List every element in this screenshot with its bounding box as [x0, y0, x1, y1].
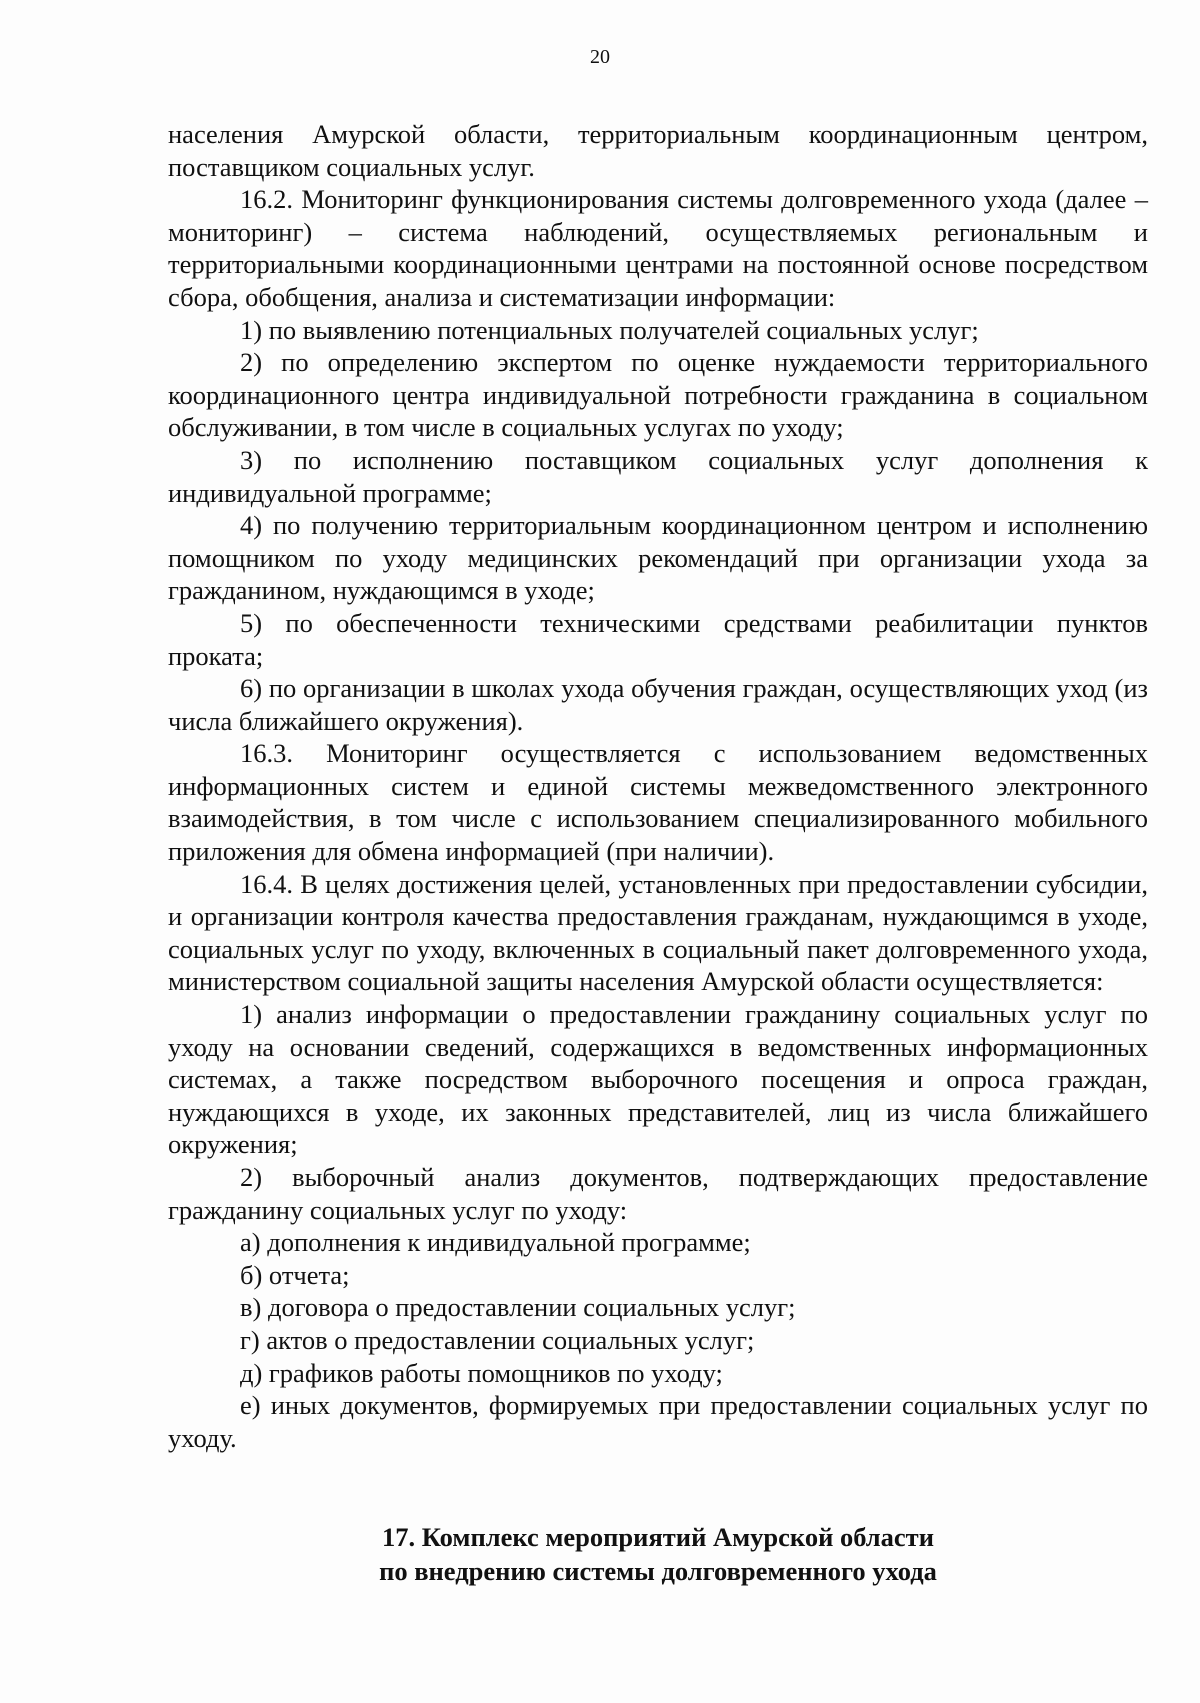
list-item: 5) по обеспеченности техническими средствами реабилитации пунктов проката;	[168, 607, 1148, 671]
sub-list-item: г) актов о предоставлении социальных услуг;	[240, 1324, 755, 1355]
paragraph: населения Амурской области, территориальным координационным центром, поставщиком социальных услуг.	[168, 119, 1148, 182]
sub-list-item: а) дополнения к индивидуальной программе;	[240, 1227, 751, 1258]
list-item: 6) по организации в школах ухода обучения граждан, осуществляющих уход (из числа ближайшего окружения).	[168, 673, 1148, 736]
section-heading-line-1: 17. Комплекс мероприятий Амурской области	[382, 1522, 934, 1552]
paragraph: 16.3. Мониторинг осуществляется с использованием ведомственных информационных систем и единой системы межведомственного электронного взаимодействия, в том числе с использованием специализированного мобильного приложения для обмена информацией (при наличии).	[168, 738, 1148, 867]
paragraph: 16.2. Мониторинг функционирования системы долговременного ухода (далее – мониторинг) – система наблюдений, осуществляемых региональным и территориальными координационными центрами на постоянной основе посредством сбора, обобщения, анализа и систематизации информации:	[168, 184, 1148, 312]
sub-list-item: в) договора о предоставлении социальных услуг;	[240, 1292, 796, 1323]
sub-list-item: б) отчета;	[240, 1259, 350, 1290]
list-item: 1) по выявлению потенциальных получателей социальных услуг;	[240, 314, 979, 345]
list-item: 2) выборочный анализ документов, подтверждающих предоставление гражданину социальных услуг по уходу:	[168, 1162, 1148, 1225]
list-item: 1) анализ информации о предоставлении гражданину социальных услуг по уходу на основании сведений, содержащихся в ведомственных информационных системах, а также посредством выборочного посещения и опроса граждан, нуждающихся в уходе, их законных представителей, лиц из числа ближайшего окружения;	[168, 999, 1148, 1160]
sub-list-item: е) иных документов, формируемых при предоставлении социальных услуг по уходу.	[168, 1390, 1148, 1453]
sub-list-item: д) графиков работы помощников по уходу;	[240, 1357, 723, 1388]
section-heading	[168, 1520, 1148, 1588]
paragraph: 16.4. В целях достижения целей, установленных при предоставлении субсидии, и организации контроля качества предоставления гражданам, нуждающимся в уходе, социальных услуг по уходу, включенных в социальный пакет долговременного ухода, министерством социальной защиты населения Амурской области осуществляется:	[168, 868, 1148, 997]
section-heading-line-2: по внедрению системы долговременного ухода	[379, 1556, 937, 1586]
list-item: 4) по получению территориальным координационном центром и исполнению помощником по уходу медицинских рекомендаций при организации ухода за гражданином, нуждающимся в уходе;	[168, 510, 1148, 606]
document-body	[168, 118, 1148, 1454]
list-item: 2) по определению экспертом по оценке нуждаемости территориального координационного центра индивидуальной потребности гражданина в социальном обслуживании, в том числе в социальных услугах по уходу;	[168, 347, 1148, 443]
list-item: 3) по исполнению поставщиком социальных услуг дополнения к индивидуальной программе;	[168, 444, 1148, 508]
page-number: 20	[590, 46, 610, 68]
